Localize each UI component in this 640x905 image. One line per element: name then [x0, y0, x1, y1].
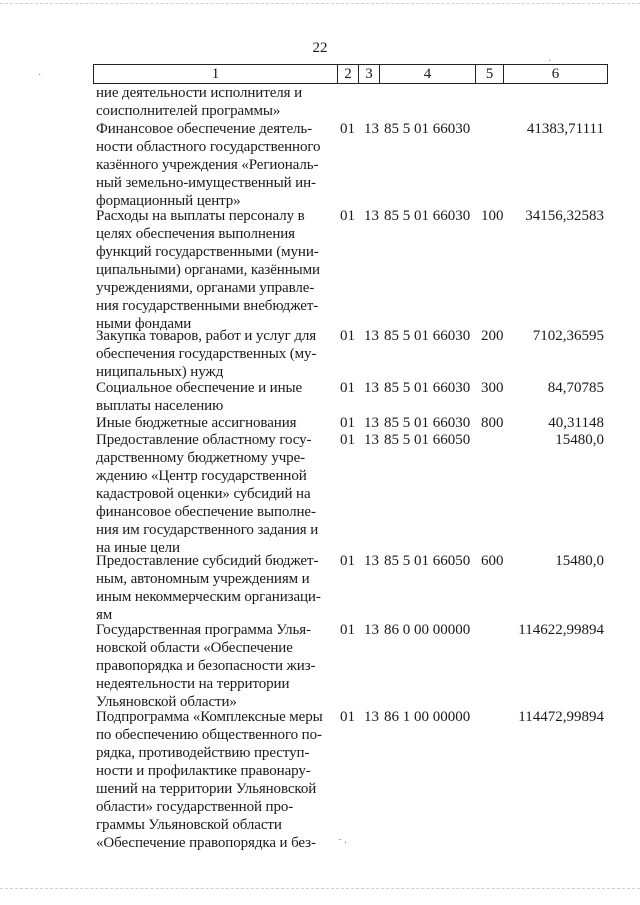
cell-section: 01	[340, 553, 355, 569]
row-description: ние деятельности исполнителя и соисполнителей программы»	[96, 85, 303, 119]
cell-target-code: 85 5 01 66030	[384, 415, 471, 431]
cell-expense-type: 300	[481, 380, 504, 396]
row-description: Социальное обеспечение и иные выплаты населению	[96, 380, 303, 414]
scan-artifact: ·	[548, 56, 552, 67]
cell-target-code: 85 5 01 66030	[384, 328, 471, 344]
cell-amount: 15480,0	[555, 553, 604, 569]
cell-subsection: 13	[364, 415, 379, 431]
row-description: Иные бюджетные ассигнования	[96, 415, 297, 431]
row-description: Предоставление областному госу- дарственному бюджетному учре- ждению «Центр государственной кадастровой оценки» субсидий на финансовое обеспечение выполне- ния им государственного задания и на иные цели	[96, 432, 319, 556]
cell-section: 01	[340, 415, 355, 431]
cell-amount: 7102,36595	[532, 328, 604, 344]
row-description: Предоставление субсидий бюджет- ным, автономным учреждениям и иным некоммерческим организаци- ям	[96, 553, 321, 623]
cell-target-code: 86 1 00 00000	[384, 709, 471, 725]
cell-target-code: 85 5 01 66050	[384, 553, 471, 569]
cell-target-code: 85 5 01 66030	[384, 380, 471, 396]
column-header-3: 3	[359, 65, 380, 83]
cell-section: 01	[340, 121, 355, 137]
cell-subsection: 13	[364, 380, 379, 396]
scan-edge-top	[0, 3, 640, 5]
cell-target-code: 85 5 01 66030	[384, 121, 471, 137]
column-header-2: 2	[338, 65, 359, 83]
cell-expense-type: 600	[481, 553, 504, 569]
cell-amount: 114622,99894	[518, 622, 604, 638]
cell-target-code: 85 5 01 66050	[384, 432, 471, 448]
cell-section: 01	[340, 622, 355, 638]
column-header-6: 6	[551, 66, 560, 82]
cell-expense-type: 100	[481, 208, 504, 224]
cell-amount: 15480,0	[555, 432, 604, 448]
cell-subsection: 13	[364, 208, 379, 224]
cell-subsection: 13	[364, 622, 379, 638]
row-description: Финансовое обеспечение деятель- ности областного государственного казённого учреждения «Региональ- ный земельно-имущественный ин- формационный центр»	[96, 121, 321, 209]
column-header-5: 5	[476, 65, 504, 83]
cell-subsection: 13	[364, 553, 379, 569]
row-description: Подпрограмма «Комплексные меры по обеспечению общественного по- рядка, противодействию преступ- ности и профилактике правонару- шений на территории Ульяновской области» государственной про- граммы Ульяновской области «Обеспечение правопорядка и без-	[96, 709, 323, 851]
cell-amount: 40,31148	[548, 415, 604, 431]
column-header-4: 4	[380, 65, 476, 83]
cell-section: 01	[340, 432, 355, 448]
cell-amount: 41383,71111	[526, 121, 604, 137]
row-description: Закупка товаров, работ и услуг для обеспечения государственных (му- ниципальных) нужд	[96, 328, 317, 380]
cell-amount: 34156,32583	[525, 208, 604, 224]
cell-section: 01	[340, 709, 355, 725]
cell-subsection: 13	[364, 121, 379, 137]
cell-subsection: 13	[364, 709, 379, 725]
cell-amount: 84,70785	[547, 380, 604, 396]
column-header-1: 1	[94, 65, 338, 83]
cell-amount: 114472,99894	[518, 709, 604, 725]
cell-subsection: 13	[364, 328, 379, 344]
cell-section: 01	[340, 208, 355, 224]
cell-expense-type: 800	[481, 415, 504, 431]
cell-expense-type: 200	[481, 328, 504, 344]
scan-edge-bottom	[0, 888, 640, 890]
cell-section: 01	[340, 328, 355, 344]
row-description: Государственная программа Улья- новской области «Обеспечение правопорядка и безопасности жиз- недеятельности на территории Ульяновской области»	[96, 622, 316, 710]
cell-target-code: 86 0 00 00000	[384, 622, 471, 638]
scan-artifact: ˜ ·	[338, 838, 348, 849]
cell-subsection: 13	[364, 432, 379, 448]
table-header	[93, 64, 608, 84]
scan-artifact: ·	[38, 70, 42, 81]
row-description: Расходы на выплаты персоналу в целях обеспечения выполнения функций государственными (муни- ципальными) органами, казёнными учреждениями, органами управле- ния государственными внебюджет- ными фондами	[96, 208, 320, 332]
cell-target-code: 85 5 01 66030	[384, 208, 471, 224]
cell-section: 01	[340, 380, 355, 396]
page-number: 22	[312, 40, 328, 56]
